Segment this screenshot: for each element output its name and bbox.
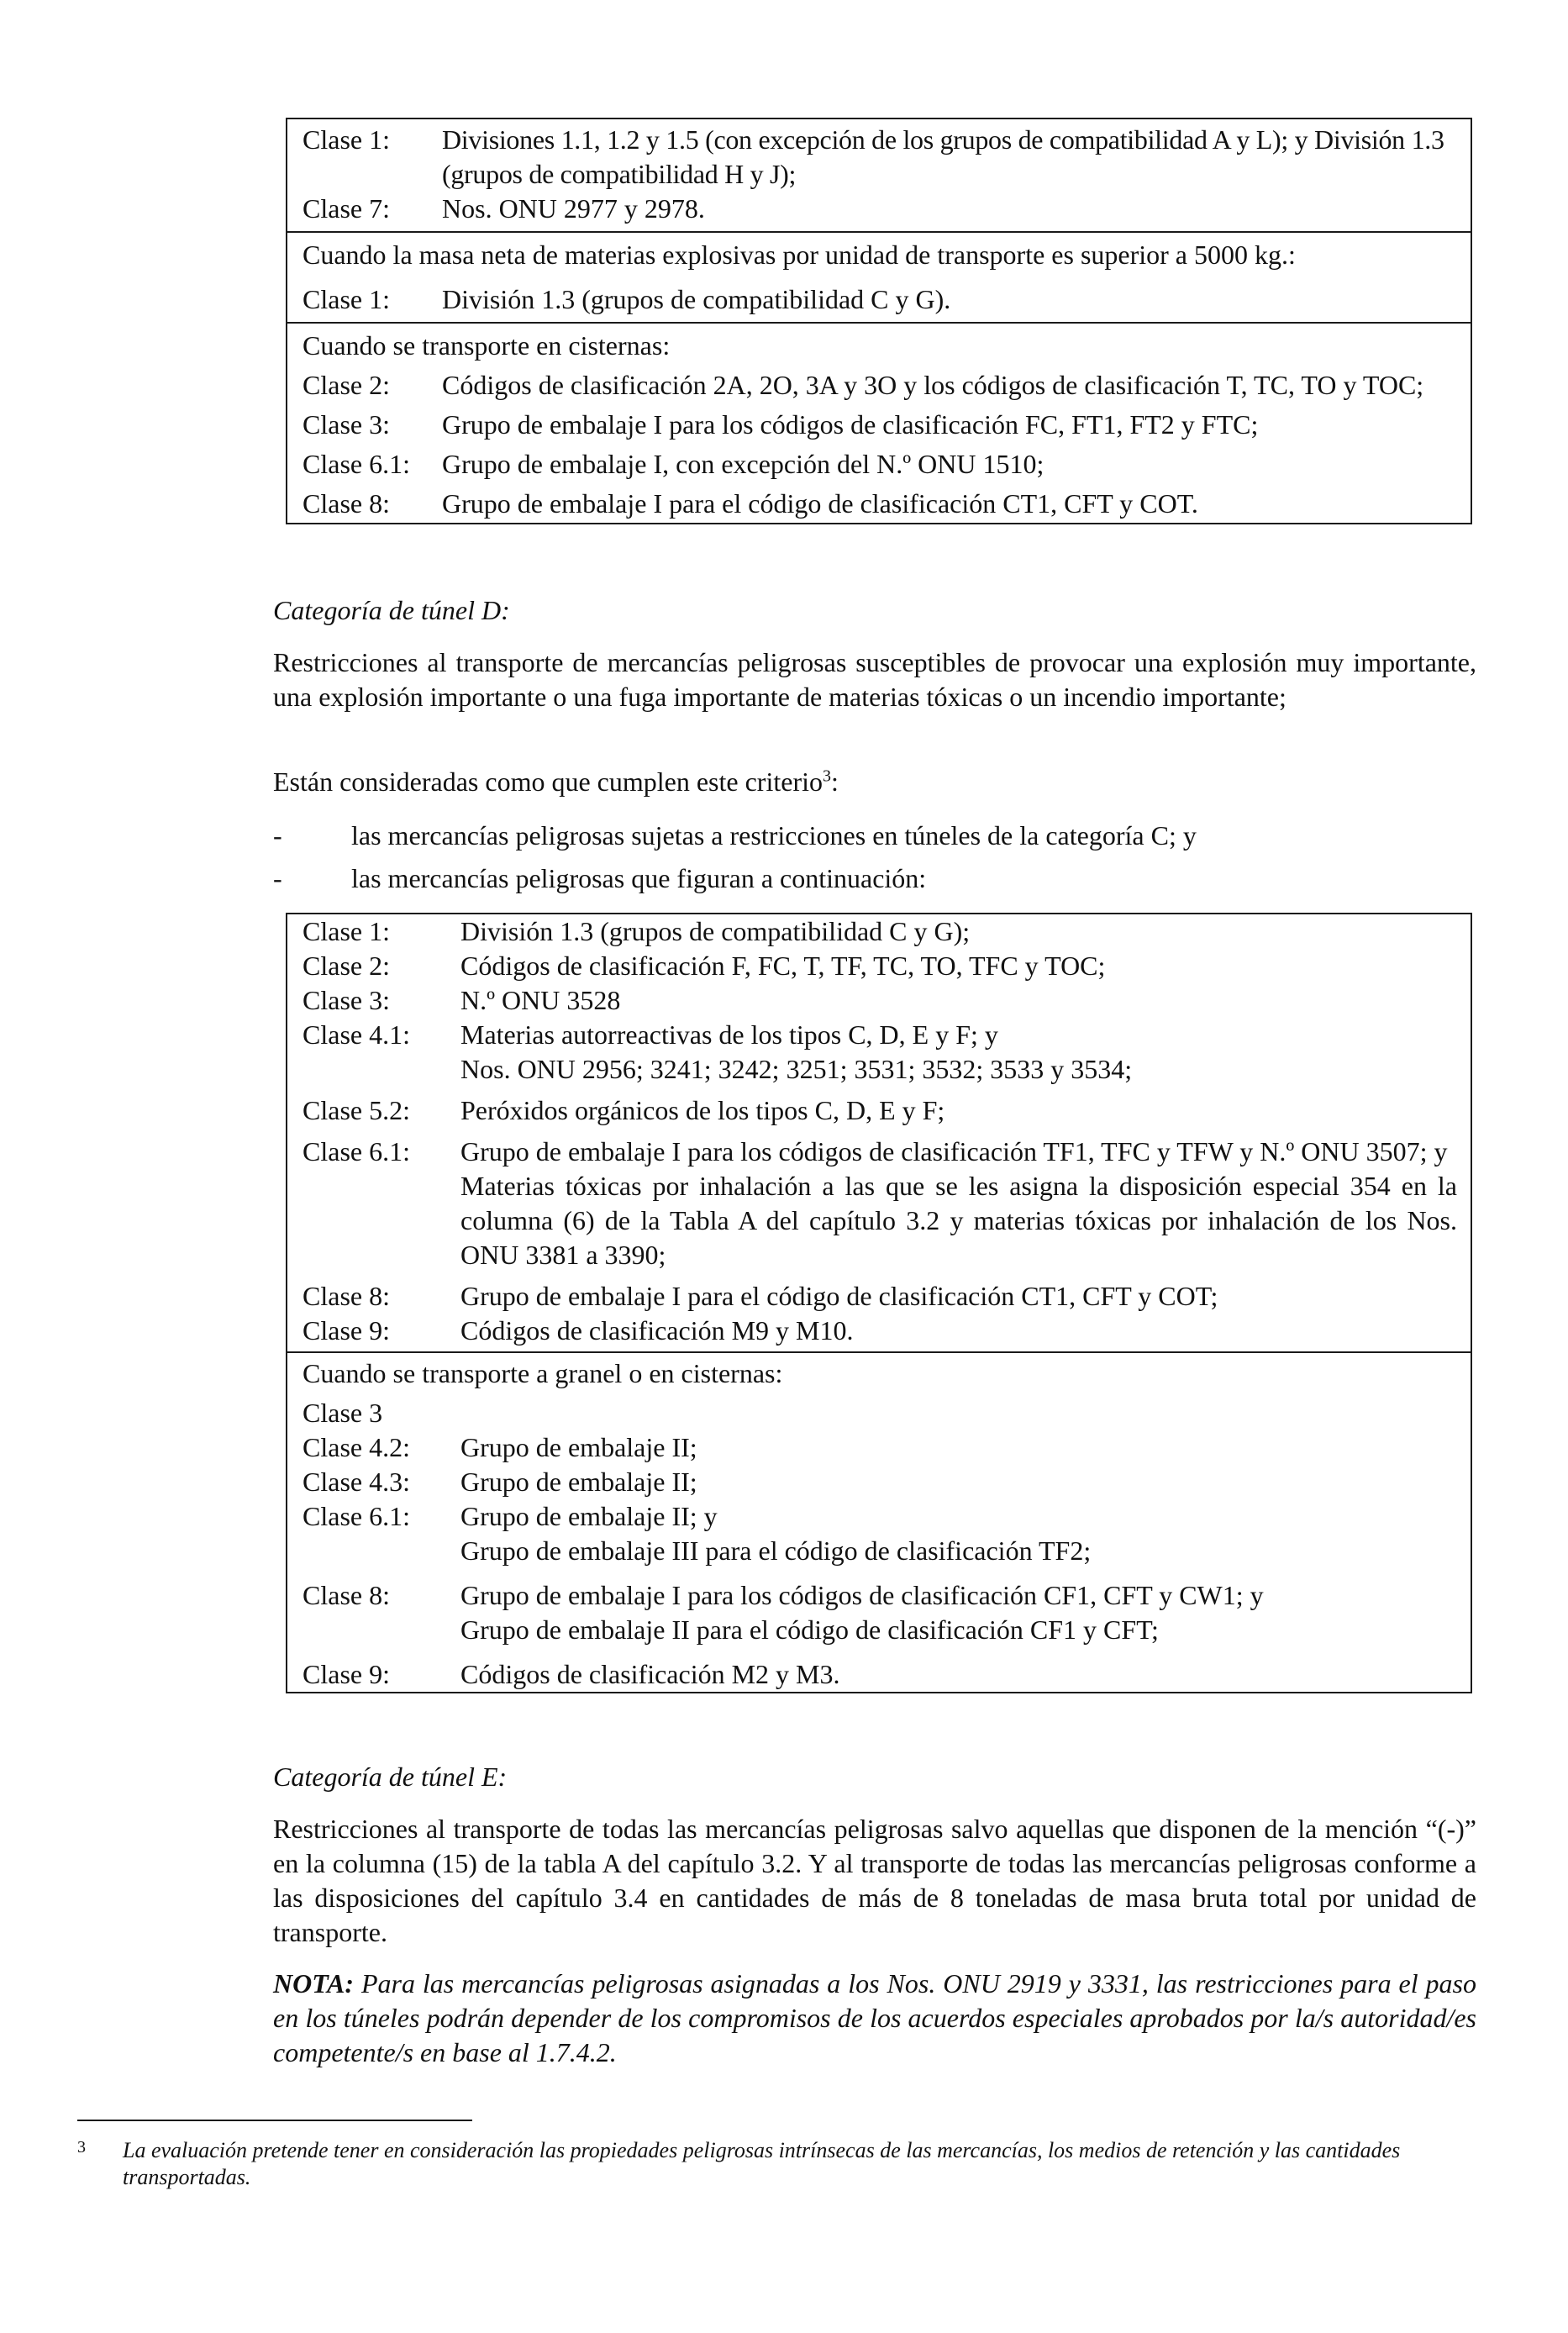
table2-row-clase42: [303, 1430, 1457, 1465]
class-text: Grupo de embalaje I para los códigos de clasificación CF1, CFT y CW1; y: [460, 1580, 1264, 1610]
class-label: Clase 2:: [303, 951, 390, 981]
class-text: N.º ONU 3528: [460, 985, 621, 1015]
table2-row-clase8-bulk: [303, 1578, 1457, 1647]
class-text-continuation: Nos. ONU 2956; 3241; 3242; 3251; 3531; 3532; 3533 y 3534;: [460, 1054, 1133, 1084]
list-item-text: las mercancías peligrosas que figuran a continuación:: [351, 863, 927, 893]
table2-row-clase52: [303, 1093, 1457, 1128]
note-text: Para las mercancías peligrosas asignadas a los Nos. ONU 2919 y 3331, las restricciones para el paso en los túneles podrán depender de los compromisos de los acuerdos especiales aprobados por la/s autoridad/es competente/s en base al 1.7.4.2.: [273, 1968, 1477, 2067]
class-text: Divisiones 1.1, 1.2 y 1.5 (con excepción de los grupos de compatibilidad A y L); y División 1.3 (grupos de compatibilidad H y J);: [442, 124, 1444, 189]
class-text: Peróxidos orgánicos de los tipos C, D, E y F;: [460, 1095, 945, 1125]
footnote: [77, 2137, 1489, 2191]
table2-row-clase61: [303, 1135, 1457, 1272]
list-item-text: las mercancías peligrosas sujetas a restricciones en túneles de la categoría C; y: [351, 820, 1197, 851]
table1-row-clase7: [303, 192, 1457, 226]
footnote-text: La evaluación pretende tener en consideración las propiedades peligrosas intrínsecas de las mercancías, los medios de retención y las cantidades transportadas.: [123, 2138, 1401, 2189]
criterion-text: Están consideradas como que cumplen este criterio: [273, 766, 823, 797]
table2-section-2: [287, 1351, 1471, 1692]
class-text: Grupo de embalaje I para los códigos de clasificación TF1, TFC y TFW y N.º ONU 3507; y: [460, 1136, 1448, 1166]
class-label: Clase 6.1:: [303, 1136, 410, 1166]
section-condition: Cuando se transporte a granel o en cisternas:: [303, 1358, 783, 1388]
class-label: Clase 3: [303, 1398, 383, 1428]
class-text: Grupo de embalaje II;: [460, 1432, 697, 1462]
table2-row-clase2: [303, 949, 1457, 983]
table1-row-clase2: [303, 368, 1457, 403]
class-text: Grupo de embalaje II; y: [460, 1501, 718, 1531]
table1-section-2: [287, 231, 1471, 322]
tunnel-d-restrictions-table: [286, 913, 1472, 1693]
table2-row-clase8: [303, 1279, 1457, 1314]
list-item: [273, 861, 1476, 896]
class-text: Grupo de embalaje I, con excepción del N.º ONU 1510;: [442, 449, 1044, 479]
class-text: Nos. ONU 2977 y 2978.: [442, 193, 705, 224]
table2-row-clase3: [303, 983, 1457, 1018]
note-label: NOTA:: [273, 1968, 354, 1999]
class-text-continuation: Materias tóxicas por inhalación a las que se les asigna la disposición especial 354 en la columna (6) de la Tabla A del capítulo 3.2 y materias tóxicas por inhalación de los Nos. ONU 3381 a 3390;: [460, 1171, 1457, 1270]
table1-row-clase8: [303, 487, 1457, 521]
table2-section-1: [287, 914, 1471, 1351]
table1-row-clase1-div13: [303, 282, 1457, 317]
class-text: Grupo de embalaje II;: [460, 1467, 697, 1497]
class-label: Clase 1:: [303, 916, 390, 946]
class-text: Materias autorreactivas de los tipos C, D, E y F; y: [460, 1019, 998, 1050]
class-label: Clase 7:: [303, 193, 390, 224]
table2-row-clase1: [303, 914, 1457, 949]
table2-row-clase3-bulk: [303, 1396, 1457, 1430]
table2-row-clase41: [303, 1018, 1457, 1087]
table2-row-clase61-bulk: [303, 1499, 1457, 1568]
table1-row-clase3: [303, 408, 1457, 442]
table2-row-clase9-bulk: [303, 1657, 1457, 1692]
class-label: Clase 8:: [303, 1281, 390, 1311]
tunnel-category-e-paragraph: Restricciones al transporte de todas las mercancías peligrosas salvo aquellas que disponen de la mención “(-)” en la columna (15) de la tabla A del capítulo 3.2. Y al transporte de todas las mercancías peligrosas conforme a las disposiciones del capítulo 3.4 en cantidades de más de 8 toneladas de masa bruta total por unidad de transporte.: [273, 1814, 1476, 1947]
class-text: Códigos de clasificación F, FC, T, TF, TC, TO, TFC y TOC;: [460, 951, 1106, 981]
table1-row-clase61: [303, 447, 1457, 482]
criterion-colon: :: [830, 766, 839, 797]
class-label: Clase 2:: [303, 370, 390, 400]
class-label: Clase 3:: [303, 985, 390, 1015]
class-text-continuation: Grupo de embalaje III para el código de clasificación TF2;: [460, 1535, 1092, 1566]
class-label: Clase 5.2:: [303, 1095, 410, 1125]
class-label: Clase 3:: [303, 409, 390, 440]
section-condition: Cuando se transporte en cisternas:: [303, 330, 671, 361]
class-label: Clase 4.3:: [303, 1467, 410, 1497]
list-item: [273, 819, 1476, 853]
tunnel-category-d-heading: Categoría de túnel D:: [273, 595, 510, 625]
table2-row-clase43: [303, 1465, 1457, 1499]
class-text: [460, 1396, 1457, 1430]
class-label: Clase 1:: [303, 124, 390, 155]
class-text: División 1.3 (grupos de compatibilidad C y G);: [460, 916, 971, 946]
class-text: Códigos de clasificación M2 y M3.: [460, 1659, 840, 1689]
class-label: Clase 4.2:: [303, 1432, 410, 1462]
table1-row-clase1: [303, 123, 1457, 192]
class-text: Grupo de embalaje I para el código de clasificación CT1, CFT y COT;: [460, 1281, 1218, 1311]
class-label: Clase 6.1:: [303, 1501, 410, 1531]
class-label: Clase 1:: [303, 284, 390, 314]
footnote-separator: [77, 2120, 472, 2121]
class-label: Clase 6.1:: [303, 449, 410, 479]
note-paragraph: [273, 1967, 1476, 2070]
class-label: Clase 9:: [303, 1659, 390, 1689]
table1-section-1: [287, 119, 1471, 231]
class-text: Grupo de embalaje I para el código de clasificación CT1, CFT y COT.: [442, 488, 1198, 519]
class-text: Códigos de clasificación 2A, 2O, 3A y 3O y los códigos de clasificación T, TC, TO y TOC;: [442, 370, 1424, 400]
tunnel-category-d-paragraph: Restricciones al transporte de mercancías peligrosas susceptibles de provocar una explosión muy importante, una explosión importante o una fuga importante de materias tóxicas o un incendio importante;: [273, 647, 1476, 712]
table1-section-3: [287, 322, 1471, 523]
class-label: Clase 8:: [303, 488, 390, 519]
criterion-line: [273, 765, 1476, 799]
dash-marker: -: [273, 863, 282, 893]
table2-row-clase9: [303, 1314, 1457, 1348]
tunnel-category-e-heading: Categoría de túnel E:: [273, 1762, 508, 1792]
tunnel-c-restrictions-table: [286, 118, 1472, 524]
dash-marker: -: [273, 820, 282, 851]
class-label: Clase 9:: [303, 1315, 390, 1346]
class-text: Códigos de clasificación M9 y M10.: [460, 1315, 854, 1346]
criterion-list: [273, 819, 1476, 896]
class-text: División 1.3 (grupos de compatibilidad C y G).: [442, 284, 951, 314]
class-text-continuation: Grupo de embalaje II para el código de clasificación CF1 y CFT;: [460, 1614, 1159, 1645]
class-label: Clase 4.1:: [303, 1019, 410, 1050]
section-condition: Cuando la masa neta de materias explosivas por unidad de transporte es superior a 5000 kg.:: [303, 240, 1296, 270]
footnote-number: 3: [77, 2138, 86, 2157]
footnote-ref: 3: [822, 766, 831, 786]
class-label: Clase 8:: [303, 1580, 390, 1610]
class-text: Grupo de embalaje I para los códigos de clasificación FC, FT1, FT2 y FTC;: [442, 409, 1259, 440]
